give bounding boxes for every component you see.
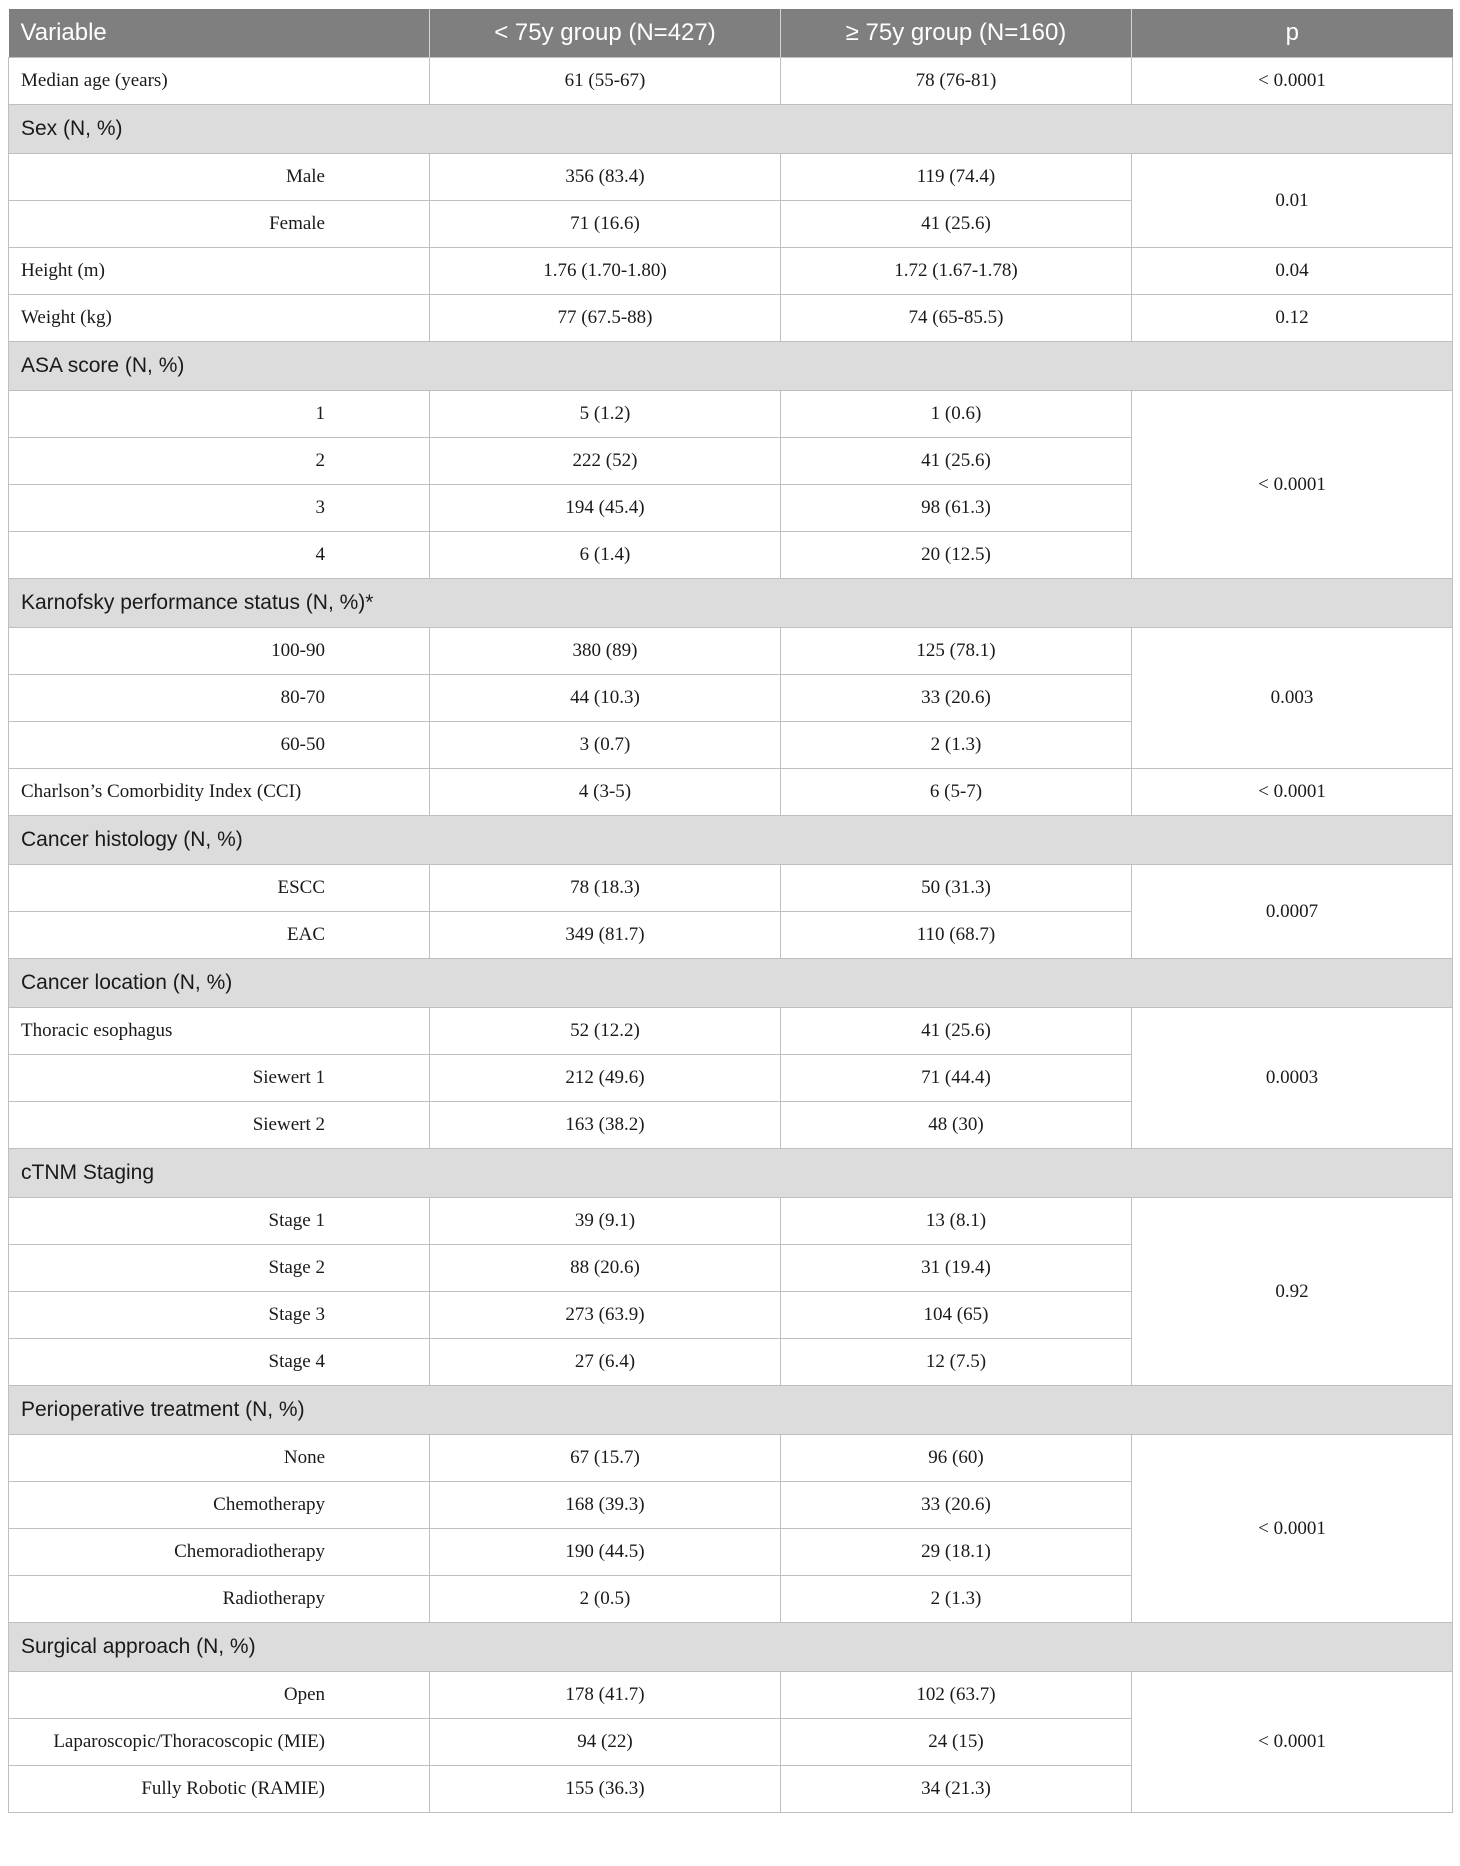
table-row (9, 391, 1453, 438)
row-label: Stage 2 (9, 1245, 430, 1292)
cell-under-75: 163 (38.2) (430, 1102, 781, 1149)
row-label: Stage 4 (9, 1339, 430, 1386)
row-label: 80-70 (9, 675, 430, 722)
table-row (9, 154, 1453, 201)
cell-75-plus: 2 (1.3) (781, 722, 1132, 769)
cell-under-75: 2 (0.5) (430, 1576, 781, 1623)
cell-75-plus: 102 (63.7) (781, 1672, 1132, 1719)
cell-75-plus: 119 (74.4) (781, 154, 1132, 201)
row-label: 4 (9, 532, 430, 579)
cell-75-plus: 125 (78.1) (781, 628, 1132, 675)
cell-75-plus: 20 (12.5) (781, 532, 1132, 579)
row-label: None (9, 1435, 430, 1482)
cell-p-value: < 0.0001 (1132, 1435, 1453, 1623)
cell-under-75: 6 (1.4) (430, 532, 781, 579)
row-label: Chemoradiotherapy (9, 1529, 430, 1576)
row-label: 60-50 (9, 722, 430, 769)
cell-under-75: 94 (22) (430, 1719, 781, 1766)
row-label: 1 (9, 391, 430, 438)
section-title: ASA score (N, %) (9, 342, 1453, 391)
row-label: Male (9, 154, 430, 201)
cell-75-plus: 104 (65) (781, 1292, 1132, 1339)
cell-p-value: 0.0007 (1132, 865, 1453, 959)
row-label: Chemotherapy (9, 1482, 430, 1529)
row-label: Laparoscopic/Thoracoscopic (MIE) (9, 1719, 430, 1766)
section-header-row (9, 816, 1453, 865)
row-label: Open (9, 1672, 430, 1719)
cell-under-75: 88 (20.6) (430, 1245, 781, 1292)
table-row (9, 769, 1453, 816)
header-group-under-75: < 75y group (N=427) (430, 9, 781, 58)
cell-p-value: < 0.0001 (1132, 391, 1453, 579)
cell-under-75: 273 (63.9) (430, 1292, 781, 1339)
section-header-row (9, 105, 1453, 154)
cell-75-plus: 78 (76-81) (781, 58, 1132, 105)
row-label: 100-90 (9, 628, 430, 675)
cell-under-75: 78 (18.3) (430, 865, 781, 912)
table-row (9, 865, 1453, 912)
section-title: Perioperative treatment (N, %) (9, 1386, 1453, 1435)
row-label: Charlson’s Comorbidity Index (CCI) (9, 769, 430, 816)
row-label: Siewert 2 (9, 1102, 430, 1149)
characteristics-table (8, 9, 1453, 1813)
cell-under-75: 77 (67.5-88) (430, 295, 781, 342)
cell-75-plus: 13 (8.1) (781, 1198, 1132, 1245)
table-row (9, 628, 1453, 675)
cell-75-plus: 33 (20.6) (781, 675, 1132, 722)
table-row (9, 1008, 1453, 1055)
cell-75-plus: 41 (25.6) (781, 1008, 1132, 1055)
cell-under-75: 380 (89) (430, 628, 781, 675)
header-group-75-plus: ≥ 75y group (N=160) (781, 9, 1132, 58)
cell-under-75: 52 (12.2) (430, 1008, 781, 1055)
row-label: Weight (kg) (9, 295, 430, 342)
cell-75-plus: 33 (20.6) (781, 1482, 1132, 1529)
section-header-row (9, 1623, 1453, 1672)
row-label: Median age (years) (9, 58, 430, 105)
table-header (9, 9, 1453, 58)
cell-p-value: 0.01 (1132, 154, 1453, 248)
cell-75-plus: 110 (68.7) (781, 912, 1132, 959)
section-title: Sex (N, %) (9, 105, 1453, 154)
row-label: 3 (9, 485, 430, 532)
cell-under-75: 4 (3-5) (430, 769, 781, 816)
cell-75-plus: 12 (7.5) (781, 1339, 1132, 1386)
cell-75-plus: 29 (18.1) (781, 1529, 1132, 1576)
cell-p-value: < 0.0001 (1132, 769, 1453, 816)
cell-75-plus: 50 (31.3) (781, 865, 1132, 912)
section-header-row (9, 342, 1453, 391)
cell-75-plus: 48 (30) (781, 1102, 1132, 1149)
row-label: EAC (9, 912, 430, 959)
row-label: Radiotherapy (9, 1576, 430, 1623)
header-row (9, 9, 1453, 58)
cell-p-value: 0.92 (1132, 1198, 1453, 1386)
cell-p-value: < 0.0001 (1132, 1672, 1453, 1813)
cell-75-plus: 96 (60) (781, 1435, 1132, 1482)
cell-p-value: 0.12 (1132, 295, 1453, 342)
cell-75-plus: 2 (1.3) (781, 1576, 1132, 1623)
cell-p-value: 0.04 (1132, 248, 1453, 295)
cell-under-75: 44 (10.3) (430, 675, 781, 722)
cell-under-75: 71 (16.6) (430, 201, 781, 248)
cell-under-75: 178 (41.7) (430, 1672, 781, 1719)
section-header-row (9, 579, 1453, 628)
table-row (9, 248, 1453, 295)
cell-75-plus: 31 (19.4) (781, 1245, 1132, 1292)
cell-under-75: 61 (55-67) (430, 58, 781, 105)
cell-under-75: 39 (9.1) (430, 1198, 781, 1245)
section-title: Cancer location (N, %) (9, 959, 1453, 1008)
cell-75-plus: 74 (65-85.5) (781, 295, 1132, 342)
cell-p-value: 0.0003 (1132, 1008, 1453, 1149)
cell-under-75: 1.76 (1.70-1.80) (430, 248, 781, 295)
cell-75-plus: 1.72 (1.67-1.78) (781, 248, 1132, 295)
header-variable: Variable (9, 9, 430, 58)
cell-75-plus: 6 (5-7) (781, 769, 1132, 816)
row-label: Thoracic esophagus (9, 1008, 430, 1055)
table-row (9, 1435, 1453, 1482)
cell-under-75: 190 (44.5) (430, 1529, 781, 1576)
cell-under-75: 212 (49.6) (430, 1055, 781, 1102)
cell-under-75: 222 (52) (430, 438, 781, 485)
cell-75-plus: 1 (0.6) (781, 391, 1132, 438)
header-p-value: p (1132, 9, 1453, 58)
table-body (9, 58, 1453, 1813)
table-container (8, 9, 1452, 1813)
cell-75-plus: 98 (61.3) (781, 485, 1132, 532)
table-row (9, 1198, 1453, 1245)
section-title: Karnofsky performance status (N, %)* (9, 579, 1453, 628)
section-header-row (9, 1149, 1453, 1198)
table-row (9, 1672, 1453, 1719)
cell-under-75: 349 (81.7) (430, 912, 781, 959)
section-title: Cancer histology (N, %) (9, 816, 1453, 865)
row-label: Stage 3 (9, 1292, 430, 1339)
row-label: Siewert 1 (9, 1055, 430, 1102)
row-label: Stage 1 (9, 1198, 430, 1245)
row-label: Height (m) (9, 248, 430, 295)
cell-75-plus: 41 (25.6) (781, 201, 1132, 248)
cell-under-75: 356 (83.4) (430, 154, 781, 201)
cell-under-75: 168 (39.3) (430, 1482, 781, 1529)
cell-under-75: 194 (45.4) (430, 485, 781, 532)
section-header-row (9, 1386, 1453, 1435)
cell-under-75: 3 (0.7) (430, 722, 781, 769)
cell-75-plus: 41 (25.6) (781, 438, 1132, 485)
cell-75-plus: 71 (44.4) (781, 1055, 1132, 1102)
row-label: ESCC (9, 865, 430, 912)
cell-under-75: 155 (36.3) (430, 1766, 781, 1813)
cell-under-75: 27 (6.4) (430, 1339, 781, 1386)
table-row (9, 295, 1453, 342)
row-label: Female (9, 201, 430, 248)
cell-under-75: 67 (15.7) (430, 1435, 781, 1482)
cell-75-plus: 34 (21.3) (781, 1766, 1132, 1813)
section-header-row (9, 959, 1453, 1008)
cell-p-value: < 0.0001 (1132, 58, 1453, 105)
row-label: 2 (9, 438, 430, 485)
cell-75-plus: 24 (15) (781, 1719, 1132, 1766)
section-title: Surgical approach (N, %) (9, 1623, 1453, 1672)
section-title: cTNM Staging (9, 1149, 1453, 1198)
cell-under-75: 5 (1.2) (430, 391, 781, 438)
cell-p-value: 0.003 (1132, 628, 1453, 769)
row-label: Fully Robotic (RAMIE) (9, 1766, 430, 1813)
table-row (9, 58, 1453, 105)
